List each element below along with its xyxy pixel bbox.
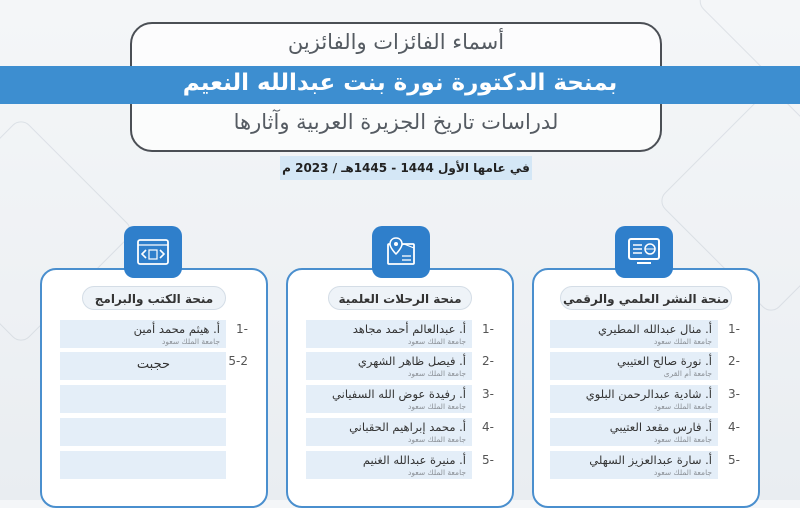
title-line-2: بمنحة الدكتورة نورة بنت عبدالله النعيم xyxy=(182,70,618,96)
item-number: -5 xyxy=(728,453,740,467)
university: جامعة الملك سعود xyxy=(654,468,712,477)
list-item xyxy=(306,451,494,479)
university: جامعة الملك سعود xyxy=(162,337,220,346)
item-number: -4 xyxy=(728,420,740,434)
title-line-3: لدراسات تاريخ الجزيرة العربية وآثارها xyxy=(233,110,559,134)
item-number: -1 xyxy=(482,322,494,336)
list-item xyxy=(550,352,740,380)
card-title-trips: منحة الرحلات العلمية xyxy=(328,286,472,310)
university: جامعة الملك سعود xyxy=(654,337,712,346)
monitor-globe-icon xyxy=(615,226,673,278)
university: جامعة الملك سعود xyxy=(408,337,466,346)
university: جامعة الملك سعود xyxy=(654,402,712,411)
winner-name: أ. عبدالعالم أحمد مجاهد xyxy=(352,322,466,336)
winner-name: أ. فارس مقعد العتيبي xyxy=(609,420,712,434)
list-item xyxy=(306,352,494,380)
item-number: -3 xyxy=(728,387,740,401)
winner-name: أ. نورة صالح العتيبي xyxy=(617,354,712,368)
winner-name: أ. منال عبدالله المطيري xyxy=(598,322,712,336)
item-number: -3 xyxy=(482,387,494,401)
empty-row xyxy=(60,418,226,446)
item-number: -5 xyxy=(482,453,494,467)
list-item xyxy=(550,418,740,446)
list-item xyxy=(306,418,494,446)
winner-name: أ. محمد إبراهيم الحقباني xyxy=(349,420,466,434)
item-number: -2 xyxy=(728,354,740,368)
empty-row xyxy=(60,385,226,413)
list-item-withheld xyxy=(60,352,248,380)
winner-name: أ. هيثم محمد أمين xyxy=(133,322,220,336)
university: جامعة أم القرى xyxy=(663,369,712,378)
map-pin-icon xyxy=(372,226,430,278)
university: جامعة الملك سعود xyxy=(408,369,466,378)
date-label: في عامها الأول 1444 - 1445هـ / 2023 م xyxy=(280,156,532,180)
university: جامعة الملك سعود xyxy=(408,468,466,477)
list-item xyxy=(550,385,740,413)
winner-name: أ. فيصل ظاهر الشهري xyxy=(357,354,466,368)
code-window-icon xyxy=(124,226,182,278)
title-line-1: أسماء الفائزات والفائزين xyxy=(287,30,505,54)
empty-row xyxy=(60,451,226,479)
item-number: -1 xyxy=(236,322,248,336)
winner-name: أ. شادية عبدالرحمن البلوي xyxy=(585,387,712,401)
winner-name: أ. سارة عبدالعزيز السهلي xyxy=(589,453,712,467)
university: جامعة الملك سعود xyxy=(408,435,466,444)
item-number: -1 xyxy=(728,322,740,336)
withheld-label: حجبت xyxy=(136,357,170,372)
university: جامعة الملك سعود xyxy=(408,402,466,411)
card-title-books: منحة الكتب والبرامج xyxy=(82,286,226,310)
list-item xyxy=(306,385,494,413)
list-item xyxy=(60,320,248,348)
item-number: -2 xyxy=(482,354,494,368)
card-title-publishing: منحة النشر العلمي والرقمي xyxy=(560,286,732,310)
list-item xyxy=(550,451,740,479)
item-number: -4 xyxy=(482,420,494,434)
winner-name: أ. رفيدة عوض الله السفياني xyxy=(332,387,466,401)
winner-name: أ. منيرة عبدالله الغنيم xyxy=(362,453,466,467)
item-number: 5-2 xyxy=(228,354,248,368)
university: جامعة الملك سعود xyxy=(654,435,712,444)
list-item xyxy=(550,320,740,348)
list-item xyxy=(306,320,494,348)
